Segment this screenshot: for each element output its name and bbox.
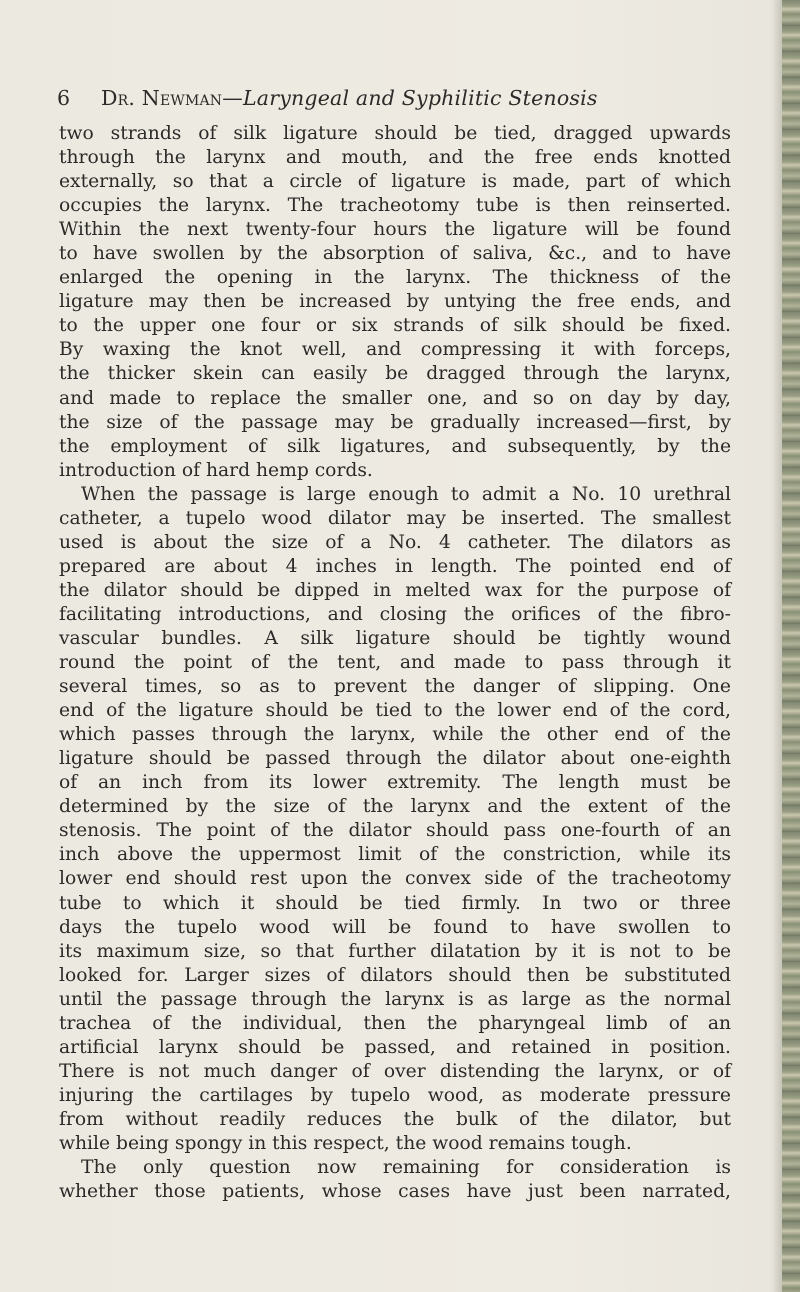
text-line: looked for. Larger sizes of dilators should then be substituted xyxy=(59,964,731,986)
text-line: the dilator should be dipped in melted wax for the purpose of xyxy=(59,579,731,601)
text-line: its maximum size, so that further dilatation by it is not to be xyxy=(59,940,731,962)
text-line: artificial larynx should be passed, and retained in position. xyxy=(59,1036,731,1058)
text-line: to the upper one four or six strands of silk should be fixed. xyxy=(59,315,731,337)
body-text xyxy=(59,122,731,1204)
text-line: days the tupelo wood will be found to have swollen to xyxy=(59,916,731,938)
text-line: tube to which it should be tied firmly. In two or three xyxy=(59,892,731,914)
header-title: Laryngeal and Syphilitic Stenosis xyxy=(242,86,598,110)
text-line: enlarged the opening in the larynx. The thickness of the xyxy=(59,267,731,289)
text-line: facilitating introductions, and closing the orifices of the fibro- xyxy=(59,603,731,625)
running-header xyxy=(57,86,747,114)
text-line: Within the next twenty-four hours the ligature will be found xyxy=(59,219,731,241)
text-line: while being spongy in this respect, the wood remains tough. xyxy=(59,1132,632,1154)
text-line: of an inch from its lower extremity. The length must be xyxy=(59,772,731,794)
text-line: ligature may then be increased by untying the free ends, and xyxy=(59,291,731,313)
text-line: By waxing the knot well, and compressing it with forceps, xyxy=(59,339,731,361)
text-line: There is not much danger of over distending the larynx, or of xyxy=(59,1060,731,1082)
text-line: round the point of the tent, and made to pass through it xyxy=(59,652,731,674)
text-line: occupies the larynx. The tracheotomy tube is then reinserted. xyxy=(59,195,731,217)
text-line: several times, so as to prevent the danger of slipping. One xyxy=(59,676,731,698)
text-line: determined by the size of the larynx and the extent of the xyxy=(59,796,731,818)
text-line: two strands of silk ligature should be tied, dragged upwards xyxy=(59,123,731,144)
text-line: from without readily reduces the bulk of the dilator, but xyxy=(59,1108,731,1130)
text-line: end of the ligature should be tied to the lower end of the cord, xyxy=(59,700,731,722)
page-number: 6 xyxy=(57,86,71,110)
text-line: inch above the uppermost limit of the constriction, while its xyxy=(59,844,731,866)
text-line: The only question now remaining for consideration is xyxy=(81,1157,731,1179)
page-gutter-shadow xyxy=(772,0,782,1292)
text-line: catheter, a tupelo wood dilator may be inserted. The smallest xyxy=(59,507,731,529)
page-edge xyxy=(782,0,800,1292)
text-line: through the larynx and mouth, and the free ends knotted xyxy=(59,147,731,169)
text-line: injuring the cartilages by tupelo wood, as moderate pressure xyxy=(59,1084,731,1106)
text-line: the employment of silk ligatures, and subsequently, by the xyxy=(59,435,731,457)
text-line: to have swollen by the absorption of saliva, &c., and to have xyxy=(59,243,731,265)
text-line: until the passage through the larynx is as large as the normal xyxy=(59,988,731,1010)
text-line: externally, so that a circle of ligature is made, part of which xyxy=(59,171,731,193)
text-line: used is about the size of a No. 4 catheter. The dilators as xyxy=(59,531,731,553)
text-line: vascular bundles. A silk ligature should be tightly wound xyxy=(59,627,731,649)
text-line: which passes through the larynx, while the other end of the xyxy=(59,724,731,746)
text-line: ligature should be passed through the dilator about one-eighth xyxy=(59,748,731,770)
text-line: the thicker skein can easily be dragged through the larynx, xyxy=(59,363,731,385)
header-author: Dr. Newman xyxy=(101,86,223,110)
text-line: the size of the passage may be gradually increased—first, by xyxy=(59,411,731,433)
text-line: prepared are about 4 inches in length. The pointed end of xyxy=(59,555,731,577)
text-line: trachea of the individual, then the pharyngeal limb of an xyxy=(59,1012,731,1034)
text-line: stenosis. The point of the dilator should pass one-fourth of an xyxy=(59,820,731,842)
text-line: When the passage is large enough to admit a No. 10 urethral xyxy=(81,483,731,505)
text-line: and made to replace the smaller one, and so on day by day, xyxy=(59,387,731,409)
header-separator: — xyxy=(222,86,243,110)
text-line: whether those patients, whose cases have just been narrated, xyxy=(59,1181,731,1203)
text-line: introduction of hard hemp cords. xyxy=(59,459,373,481)
text-line: lower end should rest upon the convex side of the tracheotomy xyxy=(59,868,731,890)
running-head xyxy=(101,86,598,110)
